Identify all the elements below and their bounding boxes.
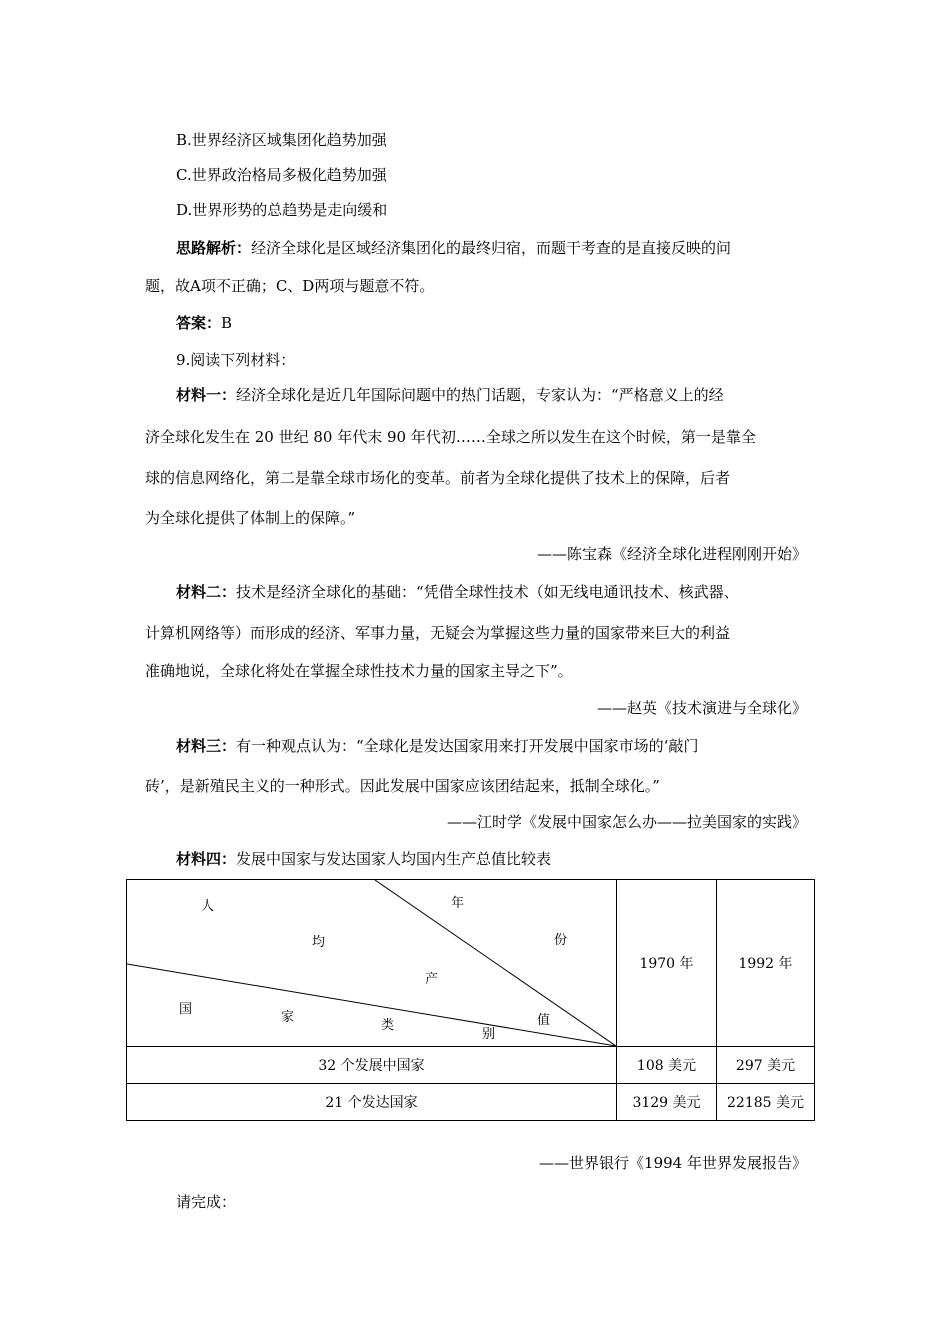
cell-value: 297 美元 xyxy=(717,1047,815,1084)
material2-source: ——赵英《技术演进与全球化》 xyxy=(596,699,807,717)
col-header-1970: 1970 年 xyxy=(617,880,717,1047)
header-char-bie: 别 xyxy=(482,1027,496,1042)
row-label: 21 个发达国家 xyxy=(127,1084,617,1121)
analysis-line-2: 题，故A项不正确；C、D两项与题意不符。 xyxy=(145,277,435,295)
header-char-lei: 类 xyxy=(381,1018,395,1033)
material3-label: 材料三： xyxy=(176,737,237,755)
table-row xyxy=(127,1047,815,1084)
header-char-ren: 人 xyxy=(201,899,215,914)
cell-value: 22185 美元 xyxy=(717,1084,815,1121)
material1-line-1 xyxy=(176,385,841,405)
row-label: 32 个发展中国家 xyxy=(127,1047,617,1084)
material2-line-1 xyxy=(176,582,841,602)
table-row xyxy=(127,1084,815,1121)
material4-label: 材料四： xyxy=(176,850,237,868)
material1-source: ——陈宝森《经济全球化进程刚刚开始》 xyxy=(536,545,807,563)
cell-value: 3129 美元 xyxy=(617,1084,717,1121)
material1-label: 材料一： xyxy=(176,386,237,404)
header-char-zhi: 值 xyxy=(537,1013,551,1028)
analysis-text-1: 经济全球化是区域经济集团化的最终归宿，而题干考查的是直接反映的问 xyxy=(251,239,732,257)
analysis-line-1 xyxy=(176,238,841,258)
header-char-fen: 份 xyxy=(554,933,568,948)
table-header-row xyxy=(127,880,815,1047)
material1-line-2: 济全球化发生在 20 世纪 80 年代末 90 年代初……全球之所以发生在这个时候，第一是靠全 xyxy=(145,428,756,446)
material3-line-1 xyxy=(176,736,841,756)
diagonal-header-cell xyxy=(127,880,617,1047)
material2-label: 材料二： xyxy=(176,583,237,601)
material3-text-1: 有一种观点认为：“全球化是发达国家用来打开发展中国家市场的‘敲门 xyxy=(236,737,699,755)
header-char-chan: 产 xyxy=(425,972,439,987)
header-char-nian: 年 xyxy=(451,896,465,911)
option-c: C.世界政治格局多极化趋势加强 xyxy=(176,166,387,184)
header-char-guo: 国 xyxy=(179,1002,193,1017)
material3-line-2: 砖’，是新殖民主义的一种形式。因此发展中国家应该团结起来，抵制全球化。” xyxy=(145,777,660,795)
answer-label: 答案： xyxy=(176,314,222,332)
gdp-comparison-table xyxy=(126,879,815,1121)
header-char-jun: 均 xyxy=(312,935,326,950)
question-intro: 9.阅读下列材料： xyxy=(176,351,296,369)
material2-line-3: 准确地说，全球化将处在掌握全球性技术力量的国家主导之下”。 xyxy=(145,662,573,680)
cell-value: 108 美元 xyxy=(617,1047,717,1084)
material1-line-3: 球的信息网络化，第二是靠全球市场化的变革。前者为全球化提供了技术上的保障，后者 xyxy=(145,469,731,487)
answer-value: B xyxy=(221,314,233,332)
material1-line-4: 为全球化提供了体制上的保障。” xyxy=(145,509,356,527)
analysis-label: 思路解析： xyxy=(176,239,252,257)
material3-source: ——江时学《发展中国家怎么办——拉美国家的实践》 xyxy=(446,813,807,831)
answer-line xyxy=(176,313,841,333)
material4-title: 发展中国家与发达国家人均国内生产总值比较表 xyxy=(236,850,552,868)
material1-text-1: 经济全球化是近几年国际问题中的热门话题，专家认为：“严格意义上的经 xyxy=(236,386,724,404)
header-char-jia: 家 xyxy=(281,1010,295,1025)
option-d: D.世界形势的总趋势是走向缓和 xyxy=(176,201,388,219)
material2-text-1: 技术是经济全球化的基础：“凭借全球性技术（如无线电通讯技术、核武器、 xyxy=(236,583,739,601)
table-source: ——世界银行《1994 年世界发展报告》 xyxy=(539,1154,807,1172)
closing-prompt: 请完成： xyxy=(176,1193,237,1211)
material4-line xyxy=(176,849,841,869)
option-b: B.世界经济区域集团化趋势加强 xyxy=(176,131,387,149)
col-header-1992: 1992 年 xyxy=(717,880,815,1047)
material2-line-2: 计算机网络等）而形成的经济、军事力量，无疑会为掌握这些力量的国家带来巨大的利益 xyxy=(145,624,731,642)
